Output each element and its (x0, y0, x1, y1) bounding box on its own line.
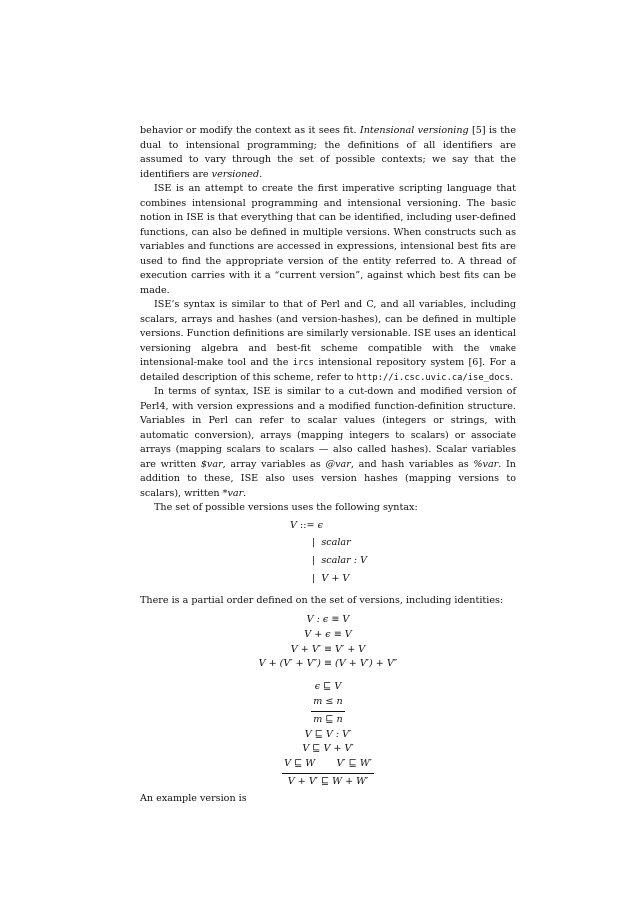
text-run: , array variables as (222, 458, 326, 470)
premise: V′ ⊑ W′ (336, 758, 372, 770)
paragraph-ise-syntax (140, 298, 516, 385)
text-run: . (510, 371, 514, 383)
scalar-var: $var (200, 458, 223, 470)
array-var: @var (325, 458, 351, 470)
order-rule: V ⊑ V + V′ (302, 743, 354, 755)
paragraph-partial-order: There is a partial order defined on the set of versions, including identities: (140, 594, 504, 606)
text-run: , and hash variables as (350, 458, 474, 470)
order-rule-fraction (140, 757, 516, 790)
order-rule: V ⊑ V : V′ (304, 728, 352, 740)
text-run: ISE’s syntax is similar to that of Perl and C, and all variables, including scalars, arrays and hashes (and version-hashes), can be defined in multiple versions. Function definitions are similarly versionable. ISE uses an identical versioning algebra and best-fit scheme compatible with the (140, 299, 516, 354)
fraction-denominator: m ⊑ n (313, 713, 343, 725)
hash-var: %var (473, 458, 499, 470)
identity-equation: V : ϵ ≡ V (306, 614, 350, 625)
grammar-rule: scalar (321, 536, 351, 548)
identity-equation: V + ϵ ≡ V (304, 628, 352, 640)
grammar-lhs: V (290, 519, 297, 531)
code-vmake: vmake (489, 343, 516, 354)
version-hash-var: *var (222, 487, 244, 499)
text-run: intensional repository system [6]. For a detailed description of this scheme, refer to (140, 357, 516, 383)
grammar-rule: ϵ (317, 519, 323, 531)
paragraph-intensional-versioning (140, 124, 516, 182)
emphasis-term: versioned (211, 168, 260, 180)
paragraph-example-version: An example version is (140, 792, 247, 804)
identities-block (140, 613, 516, 672)
text-run: . (259, 168, 263, 180)
grammar-bar: | (312, 536, 316, 548)
grammar-bar: | (312, 554, 316, 566)
version-grammar (140, 519, 516, 591)
paragraph-ise-intro: ISE is an attempt to create the first imperative scripting language that combines intensional programming and intensional versioning. The basic notion in ISE is that everything that can be identified, including user-defined functions, can also be defined in multiple versions. When constructs such as variables and functions are accessed in expressions, intensional best fits are used to find the appropriate version of the entity referred to. A thread of execution carries with it a “current version”, against which best fits can be made. (140, 183, 516, 296)
fraction-denominator: V + V′ ⊑ W + W′ (287, 775, 369, 787)
identity-equation: V + (V′ + V″) ≡ (V + V′) + V″ (258, 658, 398, 670)
text-run: . (243, 487, 247, 499)
emphasis-term: Intensional versioning (359, 125, 469, 136)
grammar-rule: V + V (321, 572, 350, 584)
code-ircs: ircs (292, 358, 314, 368)
paper-page (140, 124, 516, 806)
paragraph-version-syntax: The set of possible versions uses the following syntax: (154, 502, 418, 513)
grammar-bar: | (312, 572, 316, 584)
text-run: . In addition to these, ISE also uses version hashes (mapping versions to scalars), written (140, 458, 516, 499)
text-run: [5] is the dual to intensional programming; the definitions of all identifiers are assumed to vary through the set of possible contexts; we say that the identifiers are (140, 125, 517, 180)
text-run: behavior or modify the context as it sees fit. (140, 125, 360, 136)
grammar-rule: scalar : V (321, 554, 367, 566)
paragraph-perl-variables (140, 385, 516, 501)
order-rule: ϵ ⊑ V (314, 681, 342, 693)
grammar-define: ::= (300, 519, 315, 531)
identity-equation: V + V′ ≡ V′ + V (290, 643, 366, 655)
fraction-numerator: m ≤ n (311, 695, 344, 712)
order-rules-block (140, 680, 516, 790)
order-rule-fraction (140, 695, 516, 728)
premise: V ⊑ W (284, 758, 316, 770)
text-run: In terms of syntax, ISE is similar to a cut-down and modified version of Perl4, with version expressions and a modified function-definition structure. Variables in Perl can refer to scalar values (integers or strings, with automatic conversion), arrays (mapping integers to scalars) or associate arrays (mapping scalars to scalars — also called hashes). Scalar variables are written (140, 386, 516, 470)
docs-url: http://i.csc.uvic.ca/ise_docs (356, 372, 511, 383)
text-run: intensional-make tool and the (140, 357, 293, 368)
